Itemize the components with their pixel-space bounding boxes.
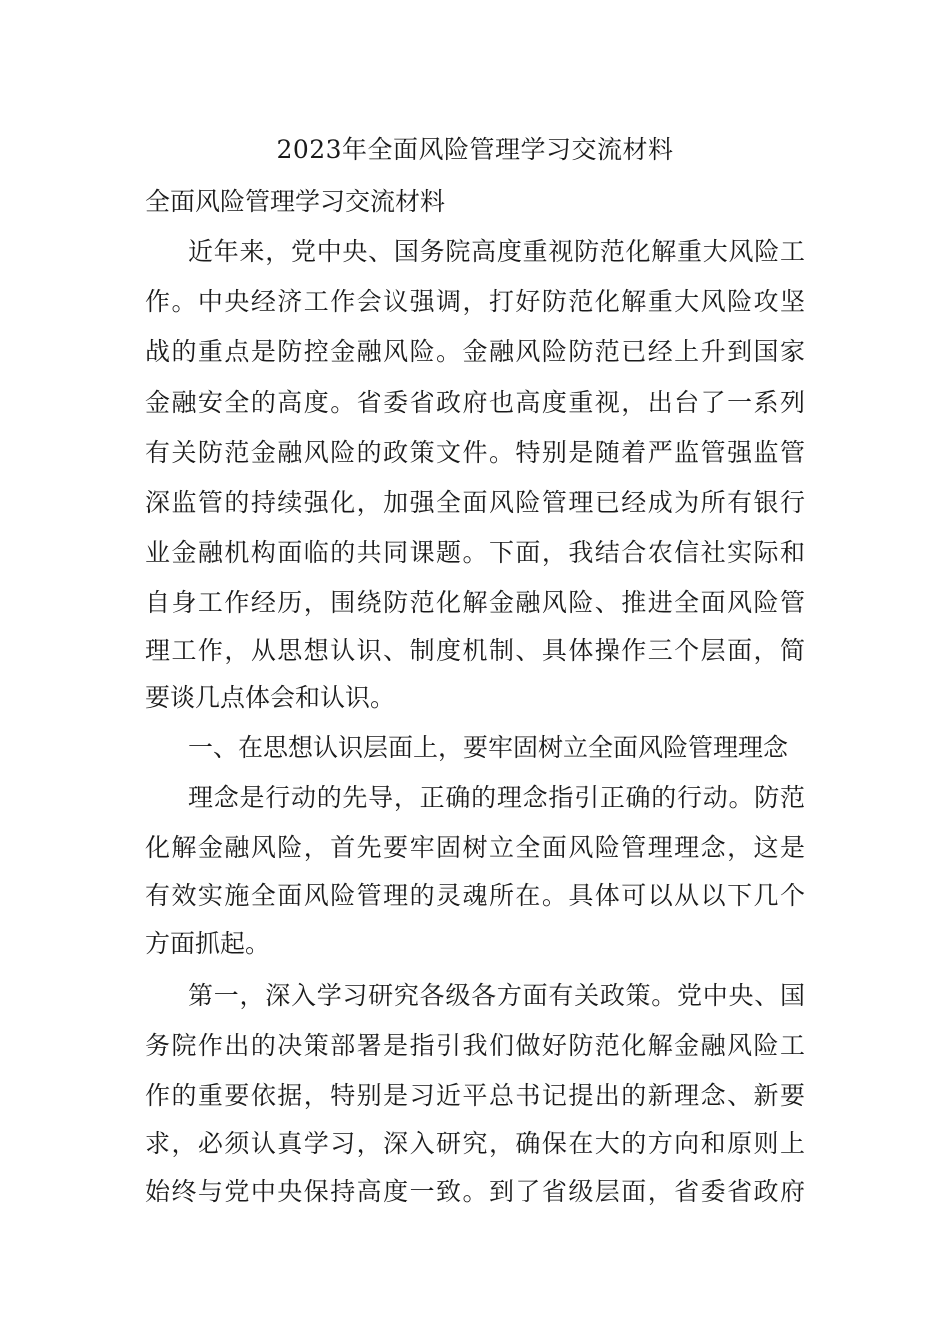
paragraph-line: 有效实施全面风险管理的灵魂所在。具体可以从以下几个: [145, 881, 805, 910]
paragraph-line: 近年来，党中央、国务院高度重视防范化解重大风险工: [188, 237, 805, 266]
paragraph-line: 始终与党中央保持高度一致。到了省级层面，省委省政府: [145, 1177, 805, 1206]
paragraph-line: 作的重要依据，特别是习近平总书记提出的新理念、新要: [145, 1081, 805, 1110]
paragraph-line: 求，必须认真学习，深入研究，确保在大的方向和原则上: [145, 1129, 805, 1158]
paragraph-line: 深监管的持续强化，加强全面风险管理已经成为所有银行: [145, 488, 805, 517]
paragraph-line: 金融安全的高度。省委省政府也高度重视，出台了一系列: [145, 388, 805, 417]
paragraph-line: 有关防范金融风险的政策文件。特别是随着严监管强监管: [145, 438, 805, 467]
section-heading-line: 一、在思想认识层面上，要牢固树立全面风险管理理念: [188, 733, 789, 762]
paragraph-line: 要谈几点体会和认识。: [145, 683, 396, 712]
paragraph-line: 方面抓起。: [145, 929, 271, 958]
paragraph-line: 作。中央经济工作会议强调，打好防范化解重大风险攻坚: [145, 287, 805, 316]
document-subtitle: 全面风险管理学习交流材料: [145, 187, 446, 216]
paragraph-line: 业金融机构面临的共同课题。下面，我结合农信社实际和: [145, 538, 805, 567]
paragraph-line: 理念是行动的先导，正确的理念指引正确的行动。防范: [188, 783, 805, 812]
paragraph-line: 自身工作经历，围绕防范化解金融风险、推进全面风险管: [145, 588, 805, 617]
paragraph-line: 战的重点是防控金融风险。金融风险防范已经上升到国家: [145, 337, 805, 366]
paragraph-line: 化解金融风险，首先要牢固树立全面风险管理理念，这是: [145, 833, 805, 862]
paragraph-line: 务院作出的决策部署是指引我们做好防范化解金融风险工: [145, 1031, 805, 1060]
paragraph-line: 第一，深入学习研究各级各方面有关政策。党中央、国: [188, 981, 805, 1010]
document-title: 2023年全面风险管理学习交流材料: [276, 135, 674, 164]
paragraph-line: 理工作，从思想认识、制度机制、具体操作三个层面，简: [145, 636, 805, 665]
